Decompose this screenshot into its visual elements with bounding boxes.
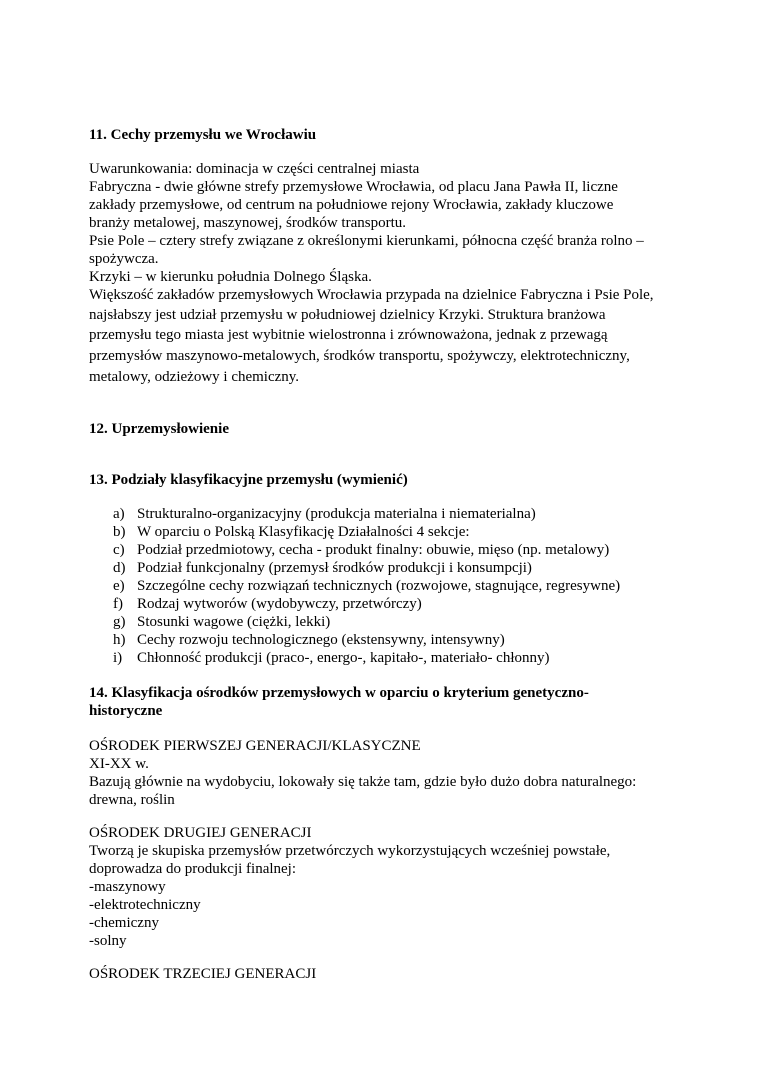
list-item	[113, 649, 550, 667]
gen2-title: OŚRODEK DRUGIEJ GENERACJI	[89, 825, 312, 841]
gen3-title: OŚRODEK TRZECIEJ GENERACJI	[89, 966, 317, 982]
list-item-label: c)	[113, 542, 125, 558]
list-item	[113, 577, 620, 595]
list-item-text: Rodzaj wytworów (wydobywczy, przetwórczy)	[137, 596, 422, 612]
gen2-line-6: -solny	[89, 933, 127, 949]
gen2-line-5: -chemiczny	[89, 915, 159, 931]
list-item	[113, 559, 532, 577]
list-item-label: e)	[113, 578, 125, 594]
list-item	[113, 613, 330, 631]
section-12-heading: 12. Uprzemysłowienie	[89, 421, 229, 437]
list-item-label: i)	[113, 650, 123, 666]
gen1-title: OŚRODEK PIERWSZEJ GENERACJI/KLASYCZNE	[89, 738, 421, 754]
s11-line-4: branży metalowej, maszynowej, środków transportu.	[89, 215, 406, 231]
s11-line-5: Psie Pole – cztery strefy związane z określonymi kierunkami, północna część branża rolno –	[89, 233, 644, 249]
gen2-line-4: -elektrotechniczny	[89, 897, 201, 913]
s11-line-2: Fabryczna - dwie główne strefy przemysłowe Wrocławia, od placu Jana Pawła II, liczne	[89, 179, 618, 195]
s11-line-11: przemysłów maszynowo-metalowych, środków transportu, spożywczy, elektrotechniczny,	[89, 348, 630, 364]
s11-line-8: Większość zakładów przemysłowych Wrocławia przypada na dzielnice Fabryczna i Psie Pole,	[89, 287, 654, 303]
list-item-text: Podział przedmiotowy, cecha - produkt finalny: obuwie, mięso (np. metalowy)	[137, 542, 610, 558]
list-item-text: Chłonność produkcji (praco-, energo-, kapitało-, materiało- chłonny)	[137, 650, 550, 666]
s11-line-12: metalowy, odzieżowy i chemiczny.	[89, 369, 300, 385]
gen2-line-1: Tworzą je skupiska przemysłów przetwórczych wykorzystujących wcześniej powstałe,	[89, 843, 611, 859]
list-item-text: Podział funkcjonalny (przemysł środków produkcji i konsumpcji)	[137, 560, 532, 576]
list-item-text: Stosunki wagowe (ciężki, lekki)	[137, 614, 331, 630]
s11-line-1: Uwarunkowania: dominacja w części centralnej miasta	[89, 161, 420, 177]
gen2-line-3: -maszynowy	[89, 879, 166, 895]
s11-line-9: najsłabszy jest udział przemysłu w południowej dzielnicy Krzyki. Struktura branżowa	[89, 307, 606, 323]
section-14-heading-line-1: 14. Klasyfikacja ośrodków przemysłowych w oparciu o kryterium genetyczno-	[89, 685, 589, 701]
section-14-heading-line-2: historyczne	[89, 703, 163, 719]
list-item-text: Szczególne cechy rozwiązań technicznych (rozwojowe, stagnujące, regresywne)	[137, 578, 621, 594]
s11-line-3: zakłady przemysłowe, od centrum na południowe rejony Wrocławia, zakłady kluczowe	[89, 197, 614, 213]
list-item-label: h)	[113, 632, 126, 648]
gen1-line-1: XI-XX w.	[89, 756, 149, 772]
list-item-label: b)	[113, 524, 126, 540]
list-item	[113, 595, 422, 613]
section-11-heading: 11. Cechy przemysłu we Wrocławiu	[89, 127, 317, 143]
gen2-line-2: doprowadza do produkcji finalnej:	[89, 861, 297, 877]
list-item	[113, 523, 470, 541]
list-item-label: d)	[113, 560, 126, 576]
list-item-label: g)	[113, 614, 126, 630]
list-item-text: Cechy rozwoju technologicznego (ekstensywny, intensywny)	[137, 632, 505, 648]
list-item-label: f)	[113, 596, 123, 612]
list-item	[113, 541, 609, 559]
gen1-line-2: Bazują głównie na wydobyciu, lokowały się także tam, gdzie było dużo dobra naturalnego:	[89, 774, 637, 790]
gen1-line-3: drewna, roślin	[89, 792, 175, 808]
list-item-text: W oparciu o Polską Klasyfikację Działalności 4 sekcje:	[137, 524, 470, 540]
s11-line-6: spożywcza.	[89, 251, 159, 267]
list-item-text: Strukturalno-organizacyjny (produkcja materialna i niematerialna)	[137, 506, 536, 522]
s11-line-10: przemysłu tego miasta jest wybitnie wielostronna i zrównoważona, jednak z przewagą	[89, 327, 608, 343]
s11-line-7: Krzyki – w kierunku południa Dolnego Śląska.	[89, 269, 372, 285]
section-13-heading: 13. Podziały klasyfikacyjne przemysłu (wymienić)	[89, 472, 408, 488]
list-item	[113, 505, 536, 523]
list-item	[113, 631, 505, 649]
list-item-label: a)	[113, 506, 125, 522]
